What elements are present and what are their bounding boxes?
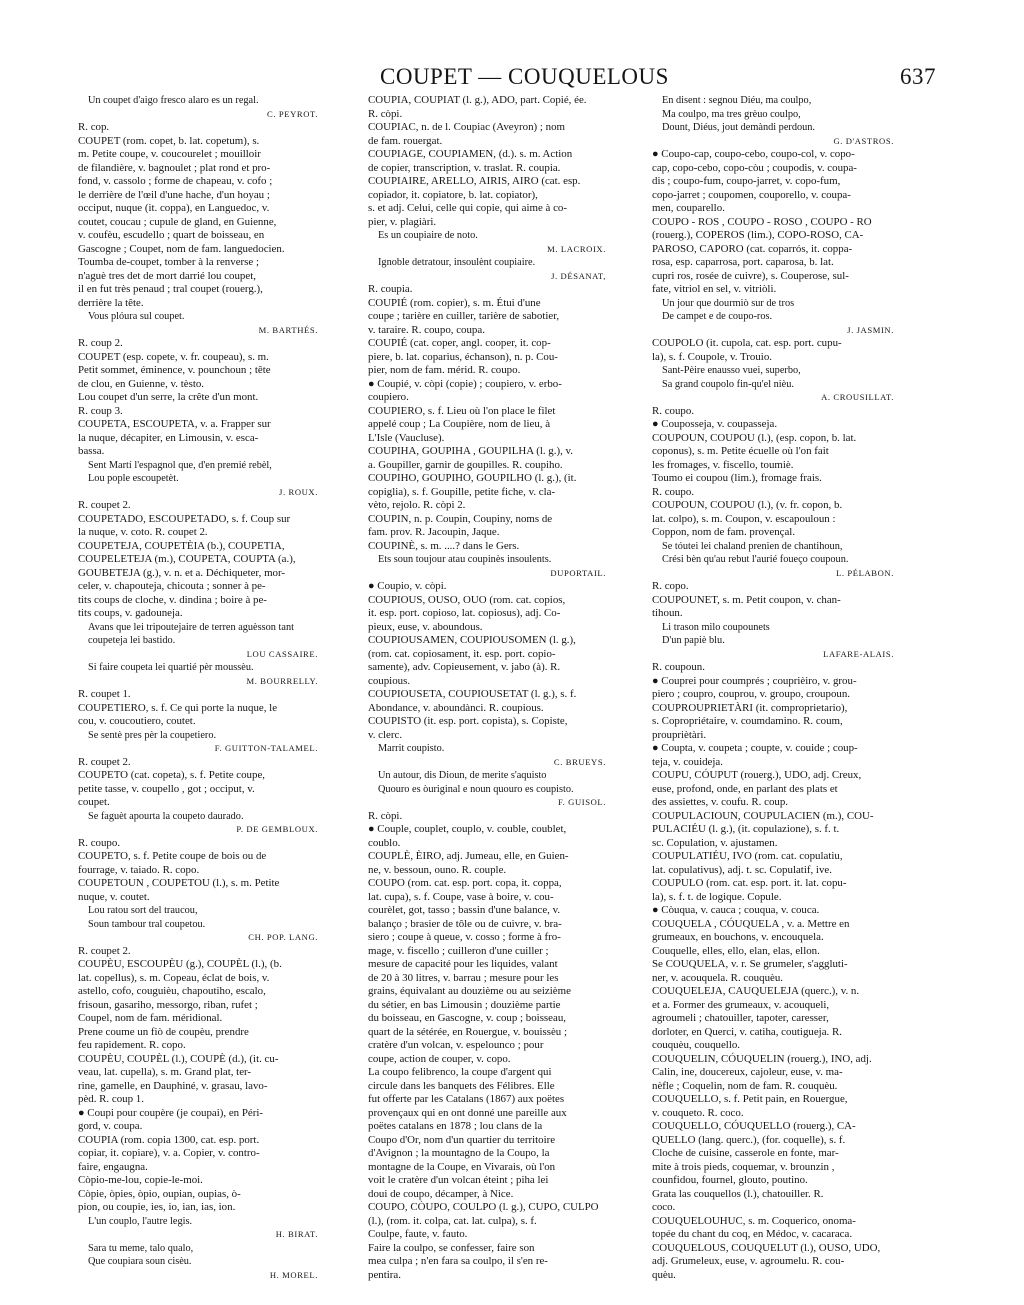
- entry-line: couquèu, couquello.: [652, 1039, 741, 1051]
- entry-line: COUPETEJA, COUPETÈIA (b.), COUPETIA,: [78, 539, 285, 552]
- entry-line: pentira.: [368, 1268, 401, 1281]
- verse-line: Vous plóura sul coupet.: [88, 311, 185, 322]
- entry-line: de copier, transcription, v. traslat. R. coupia.: [368, 161, 561, 174]
- verse-line: Un jour que dourmiò sur de tros: [662, 297, 795, 309]
- author-attribution: H. MOREL.: [269, 1269, 318, 1280]
- entry-line: gord, v. coupa.: [78, 1120, 143, 1132]
- entry-line: pier, v. plagiàri.: [368, 215, 437, 228]
- verse-line: Quouro es òuriginal e noun quouro es coupisto.: [378, 783, 574, 795]
- entry-line: adj. Grumeleux, euse, v. agroumelu. R. cou-: [652, 1255, 845, 1267]
- entry-line: R. coupo.: [78, 836, 121, 849]
- author-attribution: C. PEYROT.: [267, 108, 318, 119]
- entry-line: men, couparello.: [652, 202, 725, 214]
- entry-line: m. Petite coupe, v. coucourelet ; mouilloir: [78, 148, 261, 160]
- verse-line: Que coupiara soun cisèu.: [88, 1256, 192, 1267]
- entry-line: COUPÈU, COUPÈL (l.), COUPÈ (d.), (it. cu-: [78, 1052, 279, 1065]
- entry-line: Couquelle, elles, ello, elan, elas, ellon.: [652, 944, 820, 957]
- entry-line: rine, gamelle, en Dauphiné, v. grasau, lavo-: [78, 1079, 268, 1092]
- entry-line: d'Avignon ; la mountagno de la Coupo, la: [368, 1147, 550, 1159]
- entry-line: la), s. f. Coupole, v. Trouio.: [652, 350, 773, 363]
- entry-line: celer, v. chapouteja, chicouta ; sonner à pe-: [78, 580, 266, 592]
- author-attribution: L. PÉLABON.: [836, 567, 894, 578]
- entry-line: COUPETIERO, s. f. Ce qui porte la nuque, le: [78, 701, 278, 714]
- entry-line: COUPIOUSETA, COUPIOUSETAT (l. g.), s. f.: [368, 688, 577, 700]
- entry-line: de clou, en Guienne, v. tèsto.: [78, 377, 205, 390]
- entry-line: pèd. R. coup 1.: [78, 1093, 144, 1105]
- entry-line: COUPIÉ (cat. coper, angl. cooper, it. cop-: [368, 337, 551, 349]
- entry-line: ner, v. acouquela. R. couquèu.: [652, 971, 784, 984]
- entry-line: du sétier, en bas Limousin ; douzième partie: [368, 998, 561, 1011]
- author-attribution: C. BRUEYS.: [553, 756, 606, 767]
- entry-line: R. còpi.: [368, 107, 403, 120]
- entry-line: COUPELETEJA (m.), COUPETA, COUPTA (a.),: [78, 553, 296, 565]
- entry-line: tits coups de cloche, v. dindina ; boire à pe-: [78, 593, 267, 606]
- verse-line: Soun tambour tral coupetou.: [88, 918, 206, 930]
- entry-line: R. coupo.: [652, 404, 695, 417]
- entry-line: COUPIAC, n. de l. Coupiac (Aveyron) ; nom: [368, 121, 566, 133]
- entry-line: Se COUQUELA, v. r. Se grumeler, s'aggluti-: [652, 958, 848, 970]
- entry-line: et a. Former des grumeaux, v. acouqueli,: [652, 998, 830, 1011]
- entry-line: bassa.: [78, 445, 105, 457]
- entry-line: poëtes catalans en 1878 ; lou clans de la: [368, 1120, 543, 1132]
- verse-line: Marrit coupisto.: [378, 743, 445, 754]
- entry-line: s. Copropriétaire, v. coumdamino. R. coum,: [652, 715, 843, 727]
- entry-line: lat. cupa), s. f. Coupe, vase à boire, v. cou-: [368, 890, 554, 903]
- entry-line: copiar, it. copiare), v. a. Copier, v. contro-: [78, 1147, 260, 1159]
- entry-line: mesure de capacité pour les liquides, valant: [368, 958, 558, 970]
- entry-line: COUPIOUSAMEN, COUPIOUSOMEN (l. g.),: [368, 634, 576, 646]
- entry-line: COUPETA, ESCOUPETA, v. a. Frapper sur: [78, 418, 271, 430]
- page-number: 637: [900, 64, 936, 89]
- entry-line: COUPET (rom. copet, b. lat. copetum), s.: [78, 134, 260, 147]
- entry-line: Petit sommet, éminence, v. pounchoun ; tête: [78, 364, 271, 376]
- entry-line: il en fut très penaud ; tral coupet (rouerg.),: [78, 283, 263, 295]
- author-attribution: M. BARTHÉS.: [258, 324, 318, 335]
- entry-line: COUPOUN, COUPOU (l.), (esp. copon, b. lat.: [652, 431, 857, 444]
- entry-line: quart de la sétérée, en Rouergue, v. bouissèu ;: [368, 1025, 567, 1038]
- entry-line: COUPOUN, COUPOU (l.), (v. fr. copon, b.: [652, 499, 843, 511]
- entry-line: vèto, rejolo. R. còpi 2.: [368, 499, 466, 511]
- entry-line: des assiettes, v. coufu. R. coup.: [652, 796, 789, 808]
- entry-line: n'aguè tres det de mort darrié lou coupet,: [78, 269, 256, 282]
- entry-line: COUPETO, s. f. Petite coupe de bois ou de: [78, 850, 267, 862]
- entry-line: R. coupoun.: [652, 661, 705, 673]
- verse-line: Sent Martí l'espagnol que, d'en premié rebèl,: [88, 459, 272, 471]
- entry-line: COUPU, CÓUPUT (rouerg.), UDO, adj. Creux,: [652, 769, 862, 781]
- verse-line: Ignoble detratour, insoulènt coupiaire.: [378, 257, 536, 268]
- entry-line: mage, v. fiscello ; cuilleron d'une cuiller ;: [368, 944, 549, 957]
- verse-line: Un autour, dis Dioun, de merite s'aquisto: [378, 770, 547, 781]
- entry-line: coupe, action de couper, v. copo.: [368, 1052, 511, 1065]
- entry-line: veau, lat. cupella), s. m. Grand plat, ter-: [78, 1066, 252, 1078]
- entry-line: quèu.: [652, 1268, 676, 1281]
- entry-line: s. et adj. Celui, celle qui copie, qui aime à co-: [368, 202, 567, 214]
- entry-line: provençaux qui en ont donné une pareille aux: [368, 1106, 567, 1119]
- entry-line: rosa, esp. caparrosa, port. caparosa, b. lat.: [652, 256, 834, 268]
- verse-line: Dount, Diéus, jout demàndi perdoun.: [662, 122, 816, 133]
- entry-line: cupri ros, rosée de cuivre), s. Couperose, sul-: [652, 269, 849, 282]
- author-attribution: LOU CASSAIRE.: [246, 648, 318, 659]
- entry-line: ● Couprei pour coumprés ; couprièiro, v. grou-: [652, 674, 857, 687]
- verse-line: Li trason milo coupounets: [662, 621, 770, 633]
- author-attribution: LAFARE-ALAIS.: [823, 648, 894, 659]
- entry-line: R. coupet 2.: [78, 755, 131, 768]
- author-attribution: P. DE GEMBLOUX.: [236, 824, 318, 834]
- entry-line: petite tasse, v. coupello , got ; occiput, v.: [78, 782, 255, 795]
- entry-line: COUPIHO, GOUPIHO, GOUPILHO (l. g.), (it.: [368, 472, 577, 484]
- entry-line: (l.), (rom. it. colpa, cat. lat. culpa), s. f.: [368, 1214, 537, 1227]
- entry-line: counfidou, fournel, glouto, poutino.: [652, 1174, 808, 1186]
- entry-line: faire, engaugna.: [78, 1160, 148, 1173]
- running-head-title: COUPET — COUQUELOUS: [380, 64, 669, 89]
- entry-line: doui de coupo, décamper, à Nice.: [368, 1187, 514, 1200]
- verse-line: Lou ratou sort del traucou,: [88, 905, 198, 916]
- entry-line: ● Couple, couplet, couplo, v. couble, coublet,: [368, 823, 567, 835]
- verse-line: Sant-Pèire enausso vuei, superbo,: [662, 365, 801, 376]
- entry-line: R. coup 3.: [78, 404, 123, 417]
- entry-line: COUQUELEJA, CAUQUELEJA (querc.), v. n.: [652, 985, 860, 997]
- entry-line: de fam. rouergat.: [368, 134, 443, 147]
- entry-line: Prene coume un fiò de coupèu, prendre: [78, 1025, 249, 1038]
- entry-line: R. coupet 1.: [78, 688, 131, 700]
- text-column-middle: [368, 94, 636, 1281]
- entry-line: lat. colpo), s. m. Coupon, v. escapouloun :: [652, 512, 836, 525]
- entry-line: COUPIN, n. p. Coupin, Coupiny, noms de: [368, 512, 553, 525]
- entry-line: de filandière, v. bagnoulet ; plat rond et pro-: [78, 161, 271, 174]
- entry-line: tits coups, v. gadouneja.: [78, 607, 183, 619]
- entry-line: ● Coupio, v. còpi.: [368, 580, 447, 592]
- entry-line: COUPULO (rom. cat. esp. port. it. lat. copu-: [652, 877, 847, 889]
- entry-line: nuque, v. coutet.: [78, 890, 150, 903]
- entry-line: cratère d'un volcan, v. espelounco ; pour: [368, 1039, 544, 1051]
- entry-line: coco.: [652, 1201, 676, 1213]
- entry-line: a. Goupiller, garnir de goupilles. R. coupiho.: [368, 458, 563, 471]
- entry-line: copiglia), s. f. Goupille, petite fiche, v. cla-: [368, 485, 556, 498]
- entry-line: Lou coupet d'un serre, la crête d'un mont.: [78, 391, 259, 403]
- entry-line: coupiero.: [368, 391, 409, 403]
- verse-line: Un coupet d'aigo fresco alaro es un regal.: [88, 95, 259, 106]
- entry-line: COUPO (rom. cat. esp. port. copa, it. coppa,: [368, 877, 562, 889]
- entry-line: ● Còuqua, v. cauca ; couqua, v. couca.: [652, 904, 820, 916]
- entry-line: PULACIÉU (l. g.), (it. copulazione), s. f. t.: [652, 823, 840, 835]
- entry-line: Coupel, nom de fam. méridional.: [78, 1012, 223, 1024]
- author-attribution: J. ROUX.: [279, 486, 318, 497]
- entry-line: COUPET (esp. copete, v. fr. coupeau), s. m.: [78, 350, 269, 363]
- author-attribution: CH. POP. LANG.: [248, 932, 318, 942]
- entry-line: R. copo.: [652, 580, 689, 592]
- entry-line: courèlet, got, tasso ; bassin d'une balance, v.: [368, 904, 561, 916]
- entry-line: ● Coupié, v. còpi (copie) ; coupiero, v. erbo-: [368, 377, 562, 390]
- entry-line: mite à trois pieds, coquemar, v. brounzin ,: [652, 1160, 835, 1173]
- verse-line: De campet e de coupo-ros.: [662, 311, 773, 322]
- entry-line: astello, cofo, couguièu, chapoutiho, escalo,: [78, 985, 266, 997]
- entry-line: v. clerc.: [368, 728, 403, 741]
- entry-line: ● Coupo-cap, coupo-cebo, coupo-col, v. copo-: [652, 148, 855, 160]
- author-attribution: M. LACROIX.: [547, 243, 606, 254]
- author-attribution: J. DÉSANAT,: [551, 270, 606, 281]
- entry-line: montagne de la Coupe, en Vivarais, où l'on: [368, 1160, 556, 1173]
- text-column-left: [78, 94, 348, 1280]
- author-attribution: F. GUITTON-TALAMEL.: [214, 743, 318, 753]
- entry-line: QUELLO (lang. querc.), (for. coquelle), s. f.: [652, 1133, 846, 1146]
- entry-line: Gascogne ; Coupet, nom de fam. languedocien.: [78, 242, 285, 255]
- entry-line: COUPETADO, ESCOUPETADO, s. f. Coup sur: [78, 512, 291, 525]
- verse-line: En disent : segnou Diéu, ma coulpo,: [662, 95, 812, 106]
- entry-line: topée du chant du coq, en Médoc, v. cacaraca.: [652, 1228, 853, 1240]
- verse-line: Es un coupiaire de noto.: [378, 230, 478, 241]
- entry-line: R. coupo.: [652, 485, 695, 498]
- entry-line: ● Coupi pour coupère (je coupai), en Péri-: [78, 1106, 264, 1119]
- entry-line: dis ; coupo-fum, coupo-jarret, v. copo-fum,: [652, 175, 841, 187]
- entry-line: derrière la tête.: [78, 296, 144, 309]
- entry-line: siero ; coupe à queue, v. cosso ; forme à fro-: [368, 931, 561, 943]
- entry-line: L'Isle (Vaucluse).: [368, 431, 445, 444]
- entry-line: lat. copellus), s. m. Copeau, éclat de bois, v.: [78, 971, 270, 984]
- entry-line: agroumeli ; chatouiller, tapoter, caresser,: [652, 1012, 829, 1024]
- entry-line: v. coufèu, escudello ; quart de boisseau, en: [78, 229, 265, 241]
- entry-line: COUPO - ROS , COUPO - ROSO , COUPO - RO: [652, 215, 872, 228]
- entry-line: circule dans les banquets des Félibres. Elle: [368, 1079, 555, 1092]
- entry-line: coutet, coucau ; cupule de gland, en Guienne,: [78, 215, 277, 228]
- entry-line: Abondance, v. aboundànci. R. coupious.: [368, 701, 544, 714]
- entry-line: Toumo ei coupou (lim.), fromage frais.: [652, 472, 822, 484]
- author-attribution: DUPORTAIL.: [550, 567, 606, 578]
- text-column-right: [652, 94, 924, 1281]
- entry-line: GOUBETEJA (g.), v. n. et a. Déchiqueter, mor-: [78, 566, 286, 579]
- verse-line: L'un couplo, l'autre legis.: [88, 1215, 193, 1227]
- entry-line: mea culpa ; n'en fara sa coulpo, il s'en re-: [368, 1255, 548, 1267]
- entry-line: coupe ; tarière en cuiller, tarière de sabotier,: [368, 310, 560, 322]
- entry-line: grumeaux, en bouchons, v. encouquela.: [652, 931, 824, 943]
- verse-line: coupeteja lei bastido.: [88, 635, 176, 646]
- author-attribution: J. JASMIN.: [847, 324, 894, 335]
- entry-line: R. cop.: [78, 121, 110, 133]
- entry-line: cap, copo-cebo, copo-còu ; coupodis, v. coupa-: [652, 161, 857, 174]
- entry-line: it. esp. port. copioso, lat. copiosus), adj. Co-: [368, 607, 561, 619]
- verse-line: Ets soun toujour atau coupinès insoulents.: [378, 554, 552, 565]
- entry-line: copiador, it. copiatore, b. lat. copiator),: [368, 188, 538, 201]
- entry-line: Coupo d'Or, nom d'un quartier du territoire: [368, 1133, 556, 1146]
- entry-line: R. còpi.: [368, 809, 403, 822]
- entry-line: piere, b. lat. coparius, échanson), n. p. Cou-: [368, 350, 558, 363]
- verse-line: Si faire coupeta lei quartié pèr moussèu.: [88, 662, 254, 673]
- entry-line: pier, nom de fam. mérid. R. coupo.: [368, 364, 521, 376]
- entry-line: coupet.: [78, 796, 110, 808]
- verse-line: Sa grand coupolo fin-qu'el nièu.: [662, 378, 794, 390]
- entry-line: de 20 à 30 litres, v. barrau ; mesure pour les: [368, 971, 559, 984]
- entry-line: COUPLÈ, ÈIRO, adj. Jumeau, elle, en Guien-: [368, 850, 569, 862]
- entry-line: samente), adv. Copieusement, v. jabo (à). R.: [368, 661, 561, 673]
- entry-line: fut offerte par les Catalans (1867) aux poëtes: [368, 1093, 565, 1105]
- entry-line: fam. prov. R. Jacoupin, Jaque.: [368, 526, 500, 538]
- entry-line: cou, v. coucoutiero, coutet.: [78, 715, 196, 727]
- entry-line: R. coupet 2.: [78, 499, 131, 511]
- entry-line: pion, ou coupie, ies, io, ian, ias, ion.: [78, 1201, 236, 1213]
- entry-line: la nuque, v. coto. R. coupet 2.: [78, 526, 208, 538]
- entry-line: occiput, nuque (it. coppa), en Languedoc, v.: [78, 202, 270, 214]
- entry-line: piero ; coupro, couprou, v. groupo, croupoun.: [652, 688, 851, 700]
- author-attribution: F. GUISOL.: [557, 797, 606, 807]
- verse-line: Sara tu meme, talo qualo,: [88, 1242, 194, 1254]
- entry-line: (rouerg.), COPEROS (lim.), COPO-ROSO, CA-: [652, 229, 864, 241]
- entry-line: voit le cratère d'un volcan éteint ; piha lei: [368, 1174, 549, 1186]
- verse-line: Avans que lei tripoutejaire de terren aguèsson tant: [88, 621, 294, 633]
- verse-line: Se faguèt apourta la coupeto daurado.: [88, 810, 244, 822]
- author-attribution: M. BOURRELLY.: [246, 675, 318, 686]
- entry-line: la), s. f. t. de logique. Copule.: [652, 890, 782, 903]
- entry-line: coupious.: [368, 674, 411, 687]
- entry-line: PAROSO, CAPORO (cat. coparrós, it. coppa-: [652, 242, 853, 255]
- entry-line: COUQUELLO, s. f. Petit pain, en Rouergue,: [652, 1093, 848, 1105]
- entry-line: balanço ; brasier de tôle ou de cuivre, v. bra-: [368, 917, 562, 930]
- entry-line: appelé coup ; La Coupière, nom de lieu, à: [368, 418, 551, 430]
- entry-line: COUPIAIRE, ARELLO, AIRIS, AIRO (cat. esp.: [368, 175, 581, 187]
- entry-line: coponus), s. m. Petite écuelle où l'on fait: [652, 445, 829, 457]
- entry-line: fond, v. cassolo ; forme de chapeau, v. cofo ;: [78, 175, 273, 187]
- entry-line: v. taraire. R. coupo, coupa.: [368, 323, 485, 336]
- entry-line: (rom. cat. copiosament, it. esp. port. copio-: [368, 647, 556, 660]
- entry-line: tihoun.: [652, 607, 683, 619]
- entry-line: proupriètàri.: [652, 728, 707, 741]
- entry-line: Toumba de-coupet, tomber à la renverse ;: [78, 256, 259, 268]
- verse-line: Se sentè pres pèr la coupetiero.: [88, 729, 217, 741]
- entry-line: copo-jarret ; coupomen, couporello, v. coupa-: [652, 188, 851, 201]
- entry-line: nèfle ; Coquelin, nom de fam. R. couquèu.: [652, 1079, 838, 1092]
- entry-line: ● Coupta, v. coupeta ; coupte, v. couide ; coup-: [652, 742, 858, 754]
- entry-line: ● Couposseja, v. coupasseja.: [652, 418, 778, 430]
- entry-line: du boisseau, en Gascogne, v. coup ; boisseau,: [368, 1012, 567, 1024]
- verse-line: Ma coulpo, ma tres grèuo coulpo,: [662, 108, 801, 120]
- entry-line: COUPIERO, s. f. Lieu où l'on place le filet: [368, 404, 556, 417]
- entry-line: COUPIA, COUPIAT (l. g.), ADO, part. Copié, ée.: [368, 94, 587, 106]
- entry-line: COUPROUPRIETÀRI (it. comproprietario),: [652, 701, 848, 714]
- entry-line: sc. Copulation, v. ajustamen.: [652, 836, 778, 849]
- entry-line: COUPINÈ, s. m. ....? dans le Gers.: [368, 539, 520, 552]
- entry-line: COUQUELIN, CÓUQUELIN (rouerg.), INO, adj.: [652, 1052, 872, 1065]
- entry-line: R. coupet 2.: [78, 944, 131, 957]
- entry-line: teja, v. couideja.: [652, 755, 723, 768]
- entry-line: ne, v. bessoun, ouno. R. couple.: [368, 863, 507, 876]
- entry-line: R. coupia.: [368, 283, 413, 295]
- entry-line: euse, profond, onde, en parlant des plats et: [652, 782, 838, 795]
- verse-line: Lou pople escoupetèt.: [88, 473, 179, 484]
- entry-line: Còpio-me-lou, copie-le-moi.: [78, 1174, 203, 1186]
- entry-line: La coupo felibrenco, la coupe d'argent qui: [368, 1066, 552, 1078]
- entry-line: Faire la coulpo, se confesser, faire son: [368, 1241, 535, 1254]
- entry-line: COUPIAGE, COUPIAMEN, (d.). s. m. Action: [368, 148, 573, 160]
- entry-line: grains, équivalant au douzième ou au seizième: [368, 985, 571, 997]
- entry-line: COUPIÉ (rom. copier), s. m. Étui d'une: [368, 296, 541, 309]
- entry-line: COUPULATIÉU, IVO (rom. cat. copulatiu,: [652, 850, 843, 862]
- entry-line: lat. copulativus), adj. t. sc. Copulatif, ive.: [652, 863, 832, 876]
- entry-line: frisoun, gasariho, messorgo, riban, rufet ;: [78, 998, 258, 1011]
- entry-line: COUPIA (rom. copia 1300, cat. esp. port.: [78, 1133, 260, 1146]
- entry-line: Coulpe, faute, v. fauto.: [368, 1228, 468, 1240]
- entry-line: coublo.: [368, 836, 401, 849]
- entry-line: COUPO, CÒUPO, COULPO (l. g.), CUPO, CULPO: [368, 1201, 599, 1213]
- entry-line: COUPISTO (it. esp. port. copista), s. Copiste,: [368, 715, 568, 727]
- entry-line: fate, vitriol en sel, v. vitriòli.: [652, 283, 777, 295]
- entry-line: Coppon, nom de fam. provençal.: [652, 526, 796, 538]
- entry-line: dorloter, en Querci, v. catiha, coutigueja. R.: [652, 1025, 842, 1038]
- entry-line: R. coup 2.: [78, 337, 123, 349]
- entry-line: Cloche de cuisine, casserole en fonte, mar-: [652, 1147, 839, 1159]
- entry-line: le derrière de l'œil d'une hache, d'un hoyau ;: [78, 188, 270, 201]
- entry-line: COUPETO (cat. copeta), s. f. Petite coupe,: [78, 769, 266, 781]
- verse-line: Se tóutei lei chaland prenien de chantihoun,: [662, 540, 843, 552]
- entry-line: COUPOUNET, s. m. Petit coupon, v. chan-: [652, 593, 841, 606]
- author-attribution: A. CROUSILLAT.: [821, 392, 894, 402]
- entry-line: COUPIHA, GOUPIHA , GOUPILHA (l. g.), v.: [368, 445, 574, 457]
- entry-line: COUPOLO (it. cupola, cat. esp. port. cupu-: [652, 337, 842, 349]
- author-attribution: H. BIRAT.: [275, 1229, 318, 1239]
- entry-line: COUQUELLO, CÓUQUELLO (rouerg.), CA-: [652, 1120, 856, 1132]
- author-attribution: G. D'ASTROS.: [833, 135, 894, 146]
- verse-line: Crési bèn qu'au rebut l'aurié foueço coupoun.: [662, 554, 849, 565]
- entry-line: COUQUELA , CÓUQUELA , v. a. Mettre en: [652, 917, 850, 930]
- entry-line: Calin, ine, doucereux, cajoleur, euse, v. ma-: [652, 1066, 843, 1078]
- entry-line: COUQUELOUS, COUQUELUT (l.), OUSO, UDO,: [652, 1241, 881, 1254]
- entry-line: la nuque, décapiter, en Limousin, v. esca-: [78, 431, 259, 444]
- entry-line: fourrage, v. taiado. R. copo.: [78, 863, 200, 876]
- entry-line: pieux, euse, v. aboundous.: [368, 620, 483, 633]
- entry-line: Grata las couquellos (l.), chatouiller. R.: [652, 1187, 824, 1200]
- entry-line: Còpie, òpies, òpio, oupian, oupias, ò-: [78, 1187, 241, 1200]
- entry-line: COUPULACIOUN, COUPULACIEN (m.), COU-: [652, 809, 874, 822]
- entry-line: COUPÈU, ESCOUPÈU (g.), COUPÈL (l.), (b.: [78, 958, 282, 970]
- verse-line: D'un papiè blu.: [662, 635, 725, 646]
- entry-line: COUPETOUN , COUPETOU (l.), s. m. Petite: [78, 877, 280, 889]
- entry-line: COUPIOUS, OUSO, OUO (rom. cat. copios,: [368, 593, 566, 606]
- entry-line: les fromages, v. fiscello, toumiè.: [652, 458, 794, 471]
- entry-line: feu rapidement. R. copo.: [78, 1039, 186, 1051]
- entry-line: COUQUELOUHUC, s. m. Coquerico, onoma-: [652, 1214, 856, 1227]
- entry-line: v. couqueto. R. coco.: [652, 1106, 744, 1119]
